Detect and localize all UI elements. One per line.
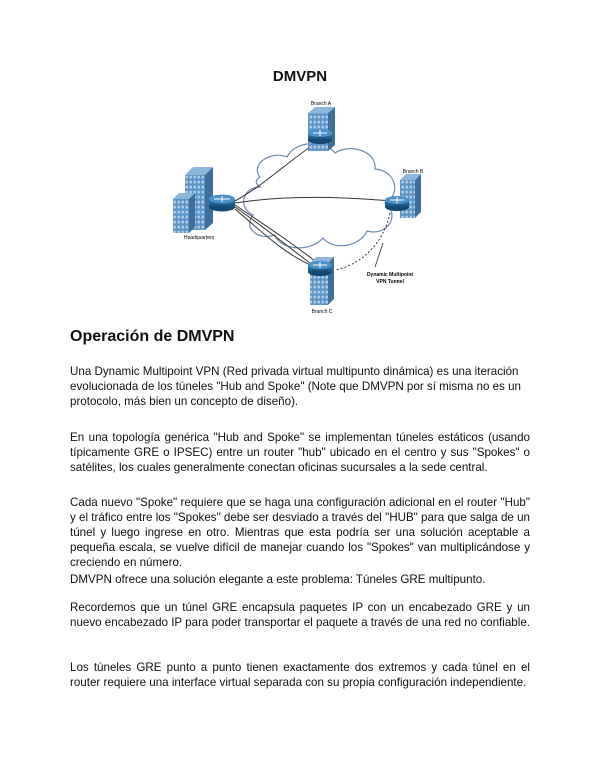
branch-a-router [308, 129, 332, 144]
paragraph-new-spoke: Cada nuevo "Spoke" requiere que se haga una configuración adicional en el router "Hub" y el tráfico entre los "Spokes" debe ser desviado a través del "HUB" para que salga de un túnel y luego ingrese en otro. Mientras que esta podría ser una solución aceptable a pequeña escala, se vuelve difícil de manejar cuando los "Spokes" van multiplicándose y creciendo en número. [70, 496, 530, 569]
paragraph-solution: DMVPN ofrece una solución elegante a este problema: Túneles GRE multipunto. [70, 573, 486, 586]
paragraph-intro: Una Dynamic Multipoint VPN (Red privada virtual multipunto dinámica) es una iteración evolucionada de los túneles "Hub and Spoke" (Note que DMVPN por sí misma no es un protocolo, más bien un concepto de diseño). [70, 365, 521, 408]
paragraph-hub-spoke: En una topología genérica "Hub and Spoke" se implementan túneles estáticos (usando típicamente GRE o IPSEC) entre un router "hub" ubicado en el centro y sus "Spokes" o satélites, los cuales generalmente conectan oficinas sucursales a la sede central. [70, 431, 530, 474]
section-heading: Operación de DMVPN [70, 328, 235, 345]
internet-cloud [244, 144, 395, 248]
headquarters-label: Headquarters [183, 235, 215, 241]
paragraph-point-to-point: Los túneles GRE punto a punto tienen exactamente dos extremos y cada túnel en el router requiere una interface virtual separada con su propia configuración independiente. [70, 661, 530, 689]
branch-a-building [308, 107, 335, 151]
document-title: DMVPN [272, 68, 328, 85]
tunnel-label-line1: Dynamic Multipoint [366, 272, 414, 278]
headquarters-building [173, 167, 213, 233]
branch-c-label: Branch C [311, 309, 333, 315]
headquarters-router [209, 195, 235, 212]
tunnel-label-line2: VPN Tunnel [376, 279, 404, 285]
paragraph-gre-recall: Recordemos que un túnel GRE encapsula paquetes IP con un encabezado GRE y un nuevo encabezado IP para poder transportar el paquete a través de una red no confiable. [70, 601, 530, 629]
branch-b-router [385, 196, 409, 211]
dynamic-tunnel-pointer [375, 243, 383, 267]
branch-b-building [400, 174, 421, 218]
branch-b-label: Branch B [402, 169, 424, 175]
branch-c-router [308, 261, 332, 276]
dmvpn-topology-diagram [165, 95, 435, 320]
branch-a-label: Branch A [310, 101, 332, 107]
